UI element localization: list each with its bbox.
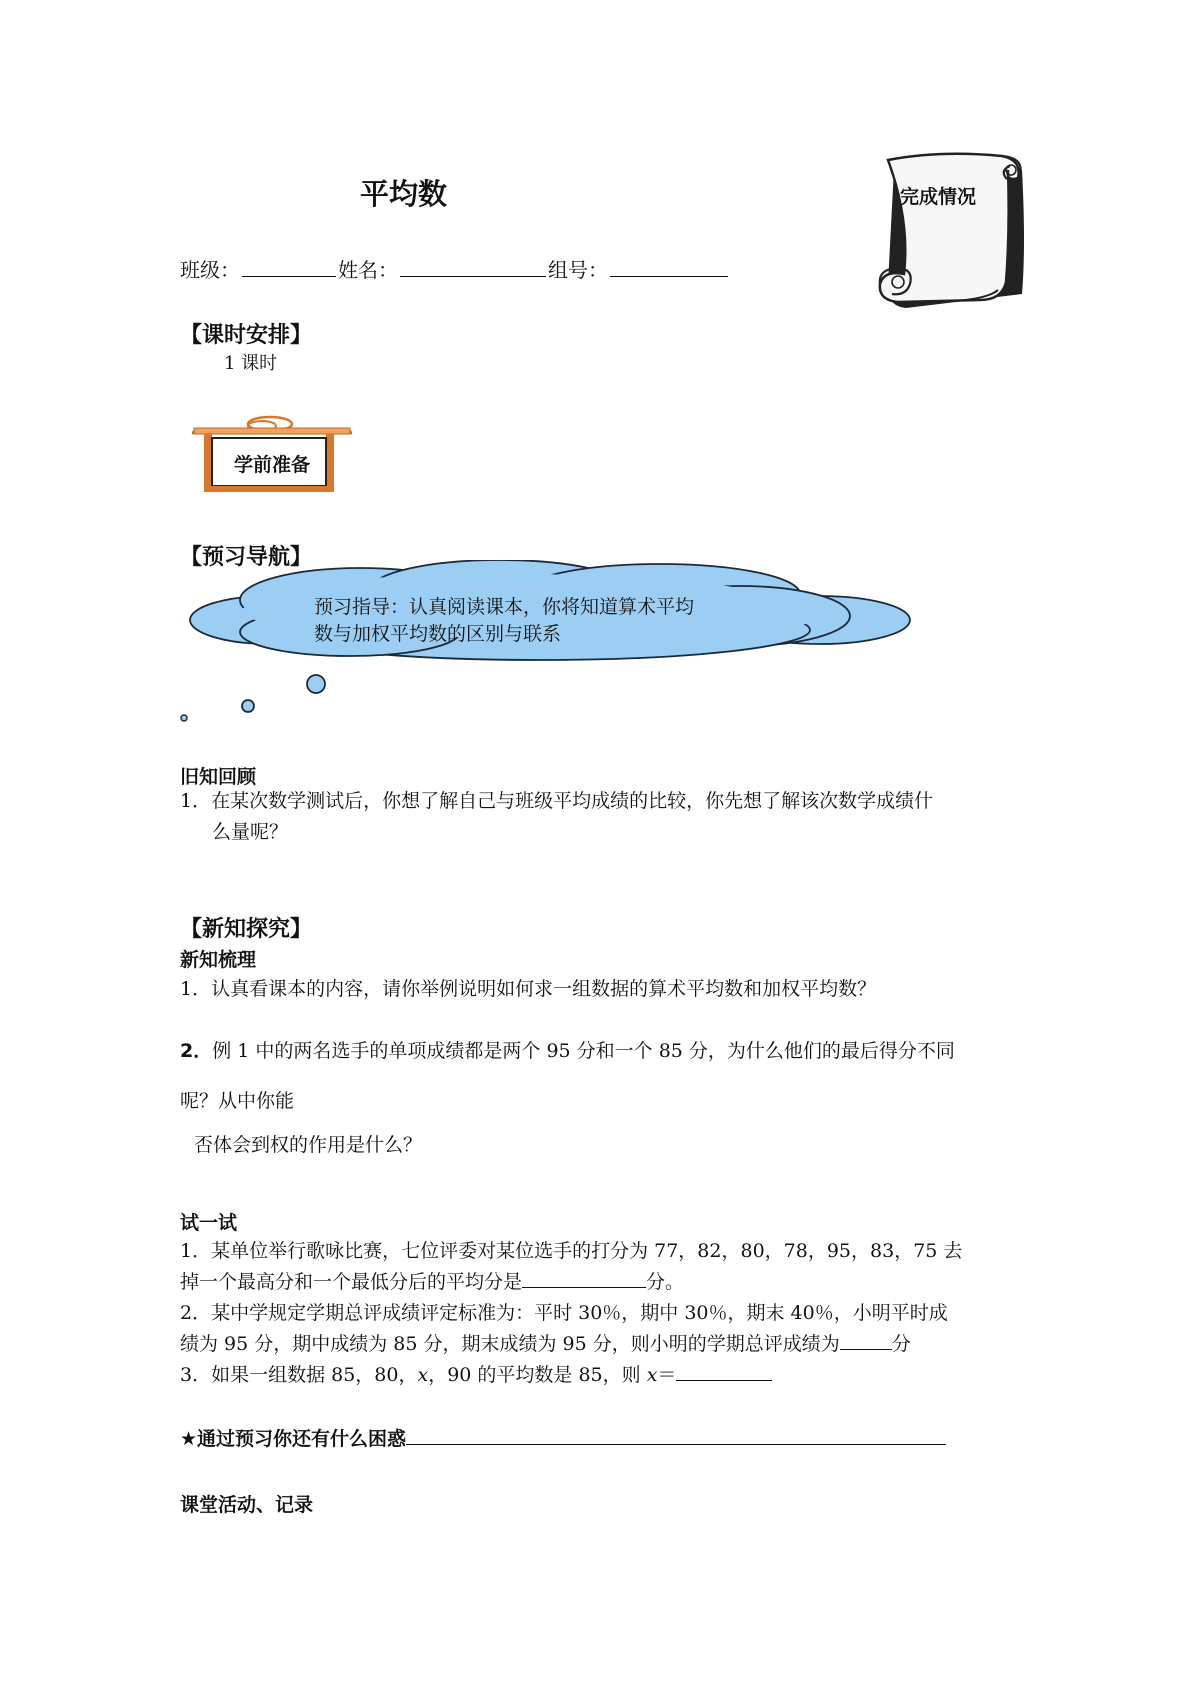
question-2-line-2: 呢？从中你能: [180, 1090, 295, 1112]
try-q2-line-2: [180, 1329, 911, 1360]
review-item-1-line-1: 1．在某次数学测试后，你想了解自己与班级平均成绩的比较，你先想了解该次数学成绩什: [180, 790, 934, 812]
try-q3-variable: x: [417, 1364, 429, 1386]
cloud-line-2: 数与加权平均数的区别与联系: [314, 623, 562, 645]
question-2-text: 例 1 中的两名选手的单项成绩都是两个 95 分和一个 85 分，为什么他们的最后得分不同: [212, 1040, 955, 1062]
class-label: 班级：: [180, 258, 240, 282]
try-q1-line-1: 1．某单位举行歌咏比赛，七位评委对某位选手的打分为 77，82，80，78，95，83，75 去: [180, 1240, 963, 1262]
try-q1-answer-field[interactable]: [522, 1286, 646, 1288]
confusion-line: [180, 1424, 946, 1451]
try-q3-text-b: ，90 的平均数是 85，则: [428, 1364, 647, 1386]
cloud-line-1: 预习指导：认真阅读课本，你将知道算术平均: [314, 596, 695, 618]
question-1: 1．认真看课本的内容，请你举例说明如何求一组数据的算术平均数和加权平均数？: [180, 978, 877, 1000]
try-q1-unit: 分。: [646, 1271, 685, 1293]
schedule-text: 1 课时: [224, 353, 278, 374]
confusion-answer-field[interactable]: [406, 1443, 946, 1445]
group-field[interactable]: [610, 275, 728, 277]
question-2-line-3: 否体会到权的作用是什么？: [194, 1134, 423, 1156]
activity-heading: 课堂活动、记录: [180, 1494, 314, 1516]
try-q3-text-a: 3．如果一组数据 85，80，: [180, 1364, 418, 1386]
scroll-icon: [870, 150, 1040, 315]
try-q3: [180, 1360, 772, 1391]
try-q3-variable-2: x: [646, 1364, 658, 1386]
schedule-heading: 【课时安排】: [180, 323, 313, 348]
prep-sign: [192, 414, 352, 496]
try-q2-line-1: 2．某中学规定学期总评成绩评定标准为：平时 30％，期中 30％，期末 40％，小明平时成: [180, 1302, 948, 1324]
prep-sign-label: 学前准备: [234, 454, 311, 476]
try-q2-unit: 分: [891, 1333, 911, 1355]
question-2-number: 2．: [180, 1040, 213, 1062]
completion-label: 完成情况: [900, 186, 977, 208]
try-q3-equals: ＝: [657, 1364, 677, 1386]
try-q1-line-2: [180, 1267, 684, 1298]
name-label: 姓名：: [338, 258, 398, 282]
new-knowledge-subheading: 新知梳理: [180, 949, 257, 971]
student-info: [180, 254, 730, 283]
question-2-line-1: [180, 1036, 955, 1067]
class-field[interactable]: [242, 275, 336, 277]
group-label: 组号：: [548, 258, 608, 282]
new-knowledge-heading: 【新知探究】: [180, 917, 313, 942]
try-q3-answer-field[interactable]: [676, 1379, 772, 1381]
thought-cloud: [180, 560, 920, 730]
preview-nav-heading: 【预习导航】: [180, 545, 313, 570]
review-heading: 旧知回顾: [180, 766, 257, 788]
try-q1-text: 掉一个最高分和一个最低分后的平均分是: [180, 1271, 523, 1293]
confusion-label: ★通过预习你还有什么困惑: [180, 1428, 407, 1450]
review-item-1-line-2: 么量呢？: [212, 821, 289, 843]
try-it-heading: 试一试: [180, 1212, 238, 1234]
page-title: 平均数: [360, 177, 448, 211]
completion-scroll: [870, 150, 1040, 315]
try-q2-text: 绩为 95 分，期中成绩为 85 分，期末成绩为 95 分，则小明的学期总评成绩为: [180, 1333, 840, 1355]
name-field[interactable]: [400, 275, 546, 277]
try-q2-answer-field[interactable]: [840, 1348, 892, 1350]
